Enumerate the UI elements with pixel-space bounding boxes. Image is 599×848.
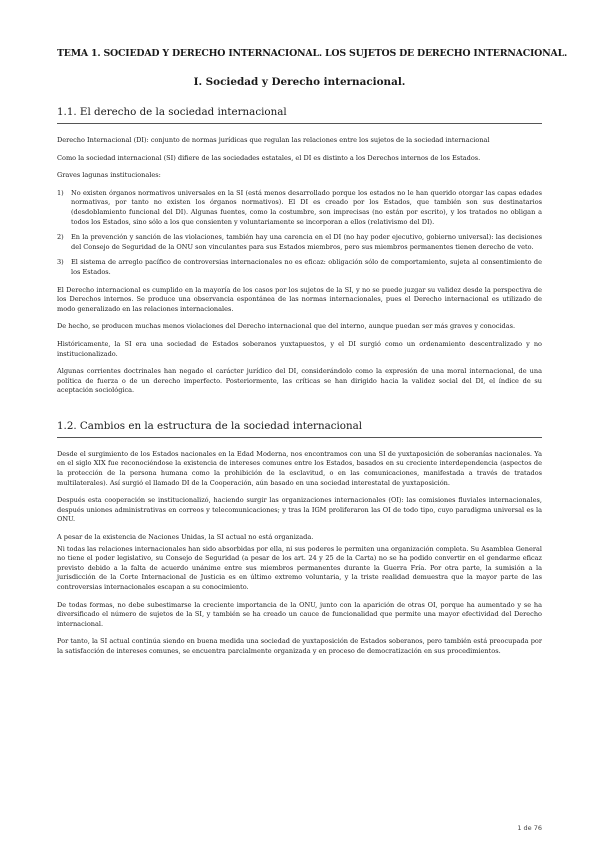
paragraph: El Derecho internacional es cumplido en la mayoría de los casos por los sujetos de la SI, y no se puede juzgar su validez desde la perspectiva de los Derechos internos. Se produce una observancia espontánea de las normas internacionales, pues el Derecho internacional es utilizado de modo generalizado en las relaciones internacionales.	[57, 285, 542, 313]
paragraph: Graves lagunas institucionales:	[57, 171, 161, 180]
section-1	[57, 106, 542, 396]
list-item	[57, 189, 542, 227]
paragraph: Históricamente, la SI era una sociedad de Estados soberanos yuxtapuestos, y el DI surgió como un ordenamiento descentralizado y no institucionalizado.	[57, 339, 542, 358]
paragraph: Algunas corrientes doctrinales han negado el carácter jurídico del DI, considerándolo como la expresión de una moral internacional, de una política de fuerza o de un derecho imperfecto. Posteriormente, las críticas se han dirigido hacia la validez social del DI, el índice de su aceptación sociológica.	[57, 367, 542, 395]
paragraph: Desde el surgimiento de los Estados nacionales en la Edad Moderna, nos encontramos con una SI de yuxtaposición de soberanías nacionales. Ya en el siglo XIX fue reconociéndose la existencia de intereses comunes entre los Estados, basados en su creciente interdependencia (aspectos de la protección de la persona humana como la prohibición de la esclavitud, o en las comunicaciones, manifestada a través de tratados multilaterales). Así surgió el llamado DI de la Cooperación, aún basado en una sociedad interestatal de yuxtaposición.	[57, 449, 542, 487]
list-number: 3)	[57, 258, 64, 267]
institutional-gaps-list	[57, 189, 542, 278]
list-text: En la prevención y sanción de las violaciones, también hay una carencia en el DI (no hay poder ejecutivo, gobierno universal): las decisiones del Consejo de Seguridad de la ONU son vinculantes para sus Estados miembros, pero sus miembros permanentes tienen derecho de veto.	[71, 233, 542, 251]
paragraph: Derecho Internacional (DI): conjunto de normas jurídicas que regulan las relaciones entre los sujetos de la sociedad internacional	[57, 136, 490, 144]
page-number: 1 de 76	[517, 824, 542, 832]
document-title: TEMA 1. SOCIEDAD Y DERECHO INTERNACIONAL. LOS SUJETOS DE DERECHO INTERNACIONAL.	[57, 48, 568, 59]
section-1-heading: 1.1. El derecho de la sociedad internacional	[57, 106, 542, 124]
section-2	[57, 420, 542, 657]
paragraph: Después esta cooperación se institucionalizó, haciendo surgir las organizaciones internacionales (OI): las comisiones fluviales internacionales, después uniones administrativas en correos y telecomunicaciones; y tras la IGM proliferaron las OI de todo tipo, cuyo paradigma universal es la ONU.	[57, 496, 542, 524]
paragraph: Como la sociedad internacional (SI) difiere de las sociedades estatales, el DI es distinto a los Derechos internos de los Estados.	[57, 153, 481, 162]
part-title: I. Sociedad y Derecho internacional.	[193, 76, 406, 88]
list-number: 1)	[57, 188, 64, 197]
paragraph: De hecho, se producen muchas menos violaciones del Derecho internacional que del interno, aunque puedan ser más graves y conocidas.	[57, 322, 516, 331]
list-item	[57, 233, 542, 252]
paragraph: De todas formas, no debe subestimarse la creciente importancia de la ONU, junto con la aparición de otras OI, porque ha aumentado y se ha diversificado el número de sujetos de la SI, y también se ha creado un cauce de funcionalidad que permite una mayor efectividad del Derecho internacional.	[57, 600, 542, 628]
list-text: No existen órganos normativos universales en la SI (está menos desarrollado porque los estados no le han querido otorgar las capas edades normativas, por tanto no existen los órganos normativos). El DI es creado por los Estados, que también son sus destinatarios (desdoblamiento funcional del DI). Algunas fuentes, como la costumbre, son imprecisas (no están por escrito), y los tratados no obligan a todos los Estados, sino sólo a los que consienten y voluntariamente se incorporan a ellos (relativismo del DI).	[71, 188, 542, 226]
list-text: El sistema de arreglo pacífico de controversias internacionales no es eficaz: obligación sólo de comportamiento, sujeta al consentimiento de los Estados.	[71, 258, 542, 276]
paragraph: A pesar de la existencia de Naciones Unidas, la SI actual no está organizada.	[57, 533, 314, 542]
list-item	[57, 258, 542, 277]
document-page	[57, 48, 568, 665]
paragraph: Por tanto, la SI actual continúa siendo en buena medida una sociedad de yuxtaposición de Estados soberanos, pero también está preocupada por la satisfacción de intereses comunes, se encuentra parcialmente organizada y en proceso de democratización en sus procedimientos.	[57, 637, 542, 655]
list-number: 2)	[57, 233, 64, 242]
section-2-heading: 1.2. Cambios en la estructura de la sociedad internacional	[57, 420, 542, 438]
paragraph: Ni todas las relaciones internacionales han sido absorbidas por ella, ni sus poderes le permiten una organización completa. Su Asamblea General no tiene el poder legislativo, su Consejo de Seguridad (a pesar de los art. 24 y 25 de la Carta) no se ha podido convertir en el gendarme eficaz previsto debido a la falta de acuerdo unánime entre sus miembros permanentes durante la Guerra Fría. Por otra parte, la sumisión a la jurisdicción de la Corte Internacional de Justicia es en último extremo voluntaria, y la triste realidad demuestra que la mayor parte de las controversias internacionales escapan a su conocimiento.	[57, 544, 542, 591]
